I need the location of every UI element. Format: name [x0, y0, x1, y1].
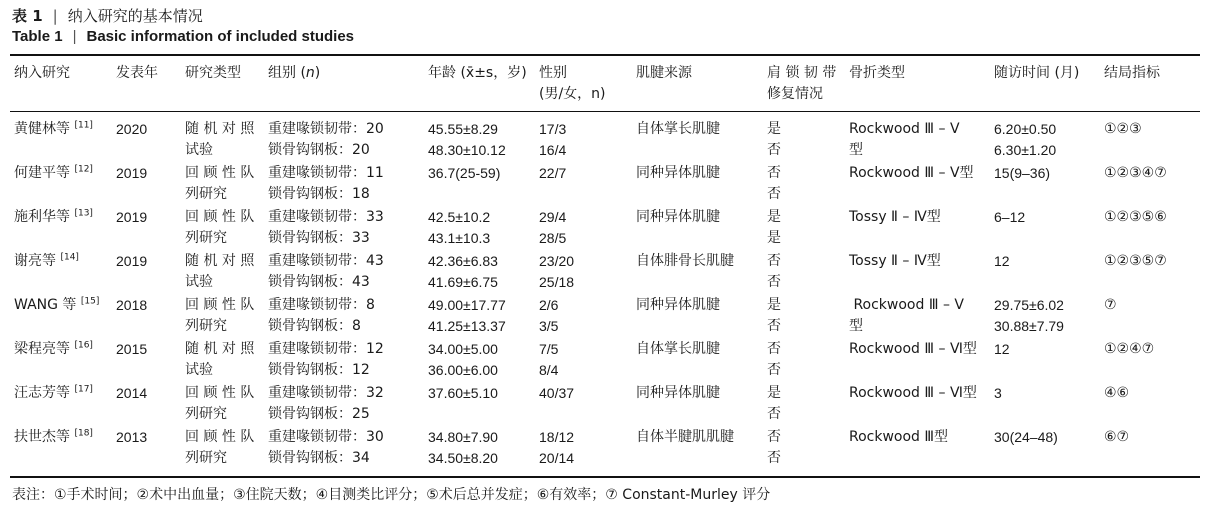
header-year: 发表年 [116, 65, 158, 81]
cell-repair [767, 383, 781, 425]
cell-tendon-line1: 自体掌长肌腱 [636, 121, 720, 137]
cell-age-line1: 45.55±8.29 [428, 121, 498, 137]
cell-outcome-line1: ⑦ [1104, 297, 1117, 313]
cell-age [428, 339, 498, 381]
cell-fu-line2: 6.30±1.20 [994, 142, 1057, 158]
header-sex-line2: (男/女，n) [539, 86, 606, 102]
cell-study [14, 339, 93, 360]
cell-outcome-line1: ④⑥ [1104, 385, 1130, 401]
cell-fracture [849, 251, 941, 272]
study-name-with-ref [14, 383, 93, 404]
cell-year [116, 207, 147, 228]
cell-study-line1: 施利华等 [14, 209, 70, 225]
cell-group-line2: 锁骨钩钢板：8 [268, 318, 361, 334]
cell-sex-line1: 29/4 [539, 209, 567, 225]
cell-outcome-line1: ①②③ [1104, 121, 1142, 137]
cell-tendon [636, 163, 720, 184]
cell-repair-line2: 否 [767, 406, 781, 422]
cell-group-line1: 重建喙锁韧带：33 [268, 209, 384, 225]
cell-age-line1: 37.60±5.10 [428, 385, 498, 401]
cell-tendon-line1: 同种异体肌腱 [636, 209, 720, 225]
study-name-with-ref [14, 427, 93, 448]
table-row [0, 251, 1212, 295]
cell-year [116, 163, 147, 184]
cell-year [116, 427, 147, 448]
header-group: 组别 (n) [268, 65, 321, 81]
cell-study-line1: 黄健林等 [14, 121, 70, 137]
cell-study [14, 251, 79, 272]
cell-group [268, 427, 384, 469]
cell-repair [767, 339, 781, 381]
cell-year [116, 251, 147, 272]
cell-study-line1: 扶世杰等 [14, 429, 70, 445]
cell-repair-line1: 否 [767, 429, 781, 445]
cell-outcome [1104, 163, 1167, 184]
cell-sex-line1: 40/37 [539, 385, 575, 401]
cell-outcome [1104, 251, 1167, 272]
header-tendon: 肌腱来源 [636, 65, 692, 81]
study-name-with-ref [14, 251, 79, 272]
cell-outcome-line1: ⑥⑦ [1104, 429, 1130, 445]
cell-year-line1: 2020 [116, 121, 148, 137]
cell-sex [539, 119, 566, 161]
cell-repair-line2: 否 [767, 142, 781, 158]
cell-fu-line1: 15(9–36) [994, 165, 1051, 181]
cell-repair [767, 207, 781, 249]
reference-superscript: [14] [60, 252, 79, 263]
cell-outcome-line1: ①②③⑤⑥ [1104, 209, 1167, 225]
cell-age-line1: 42.36±6.83 [428, 253, 498, 269]
cell-study [14, 383, 93, 404]
reference-superscript: [15] [80, 296, 100, 307]
cell-fu-line1: 12 [994, 341, 1010, 357]
cell-sex-line2: 16/4 [539, 142, 567, 158]
cell-repair [767, 163, 781, 205]
cell-outcome-line1: ①②③④⑦ [1104, 165, 1167, 181]
cell-sex-line1: 2/6 [539, 297, 559, 313]
header-repair-line2: 修复情况 [767, 86, 823, 102]
cell-repair [767, 295, 781, 337]
cell-age-line1: 42.5±10.2 [428, 209, 491, 225]
cell-outcome [1104, 295, 1117, 316]
study-name-with-ref [14, 163, 93, 184]
cell-type-line2: 试验 [185, 362, 213, 378]
cell-fu-line1: 3 [994, 385, 1002, 401]
header-type: 研究类型 [185, 65, 241, 81]
cell-repair-line1: 是 [767, 209, 781, 225]
header-study: 纳入研究 [14, 65, 70, 81]
cell-fracture-line1: Rockwood Ⅲ型 [849, 429, 949, 445]
cell-fu [994, 207, 1025, 228]
cell-fracture-line1: Rockwood Ⅲ – Ⅴ [849, 297, 964, 313]
cell-sex-line1: 22/7 [539, 165, 567, 181]
cell-fracture-line1: Tossy Ⅱ – Ⅳ型 [849, 209, 941, 225]
cell-type-line1: 回 顾 性 队 [185, 165, 255, 181]
study-name-with-ref [14, 295, 99, 316]
cell-fracture-line1: Rockwood Ⅲ – Ⅵ型 [849, 385, 977, 401]
cell-tendon [636, 427, 734, 448]
cell-fu [994, 339, 1010, 360]
cell-study [14, 163, 93, 184]
cell-sex-line1: 23/20 [539, 253, 575, 269]
table-row [0, 339, 1212, 383]
cell-age [428, 383, 498, 404]
table-row [0, 119, 1212, 163]
cell-year-line1: 2013 [116, 429, 148, 445]
cell-year-line1: 2015 [116, 341, 148, 357]
cell-group [268, 383, 384, 425]
cell-tendon-line1: 自体掌长肌腱 [636, 341, 720, 357]
cell-fracture-line1: Tossy Ⅱ – Ⅳ型 [849, 253, 941, 269]
cell-sex [539, 251, 574, 293]
cell-sex-line1: 7/5 [539, 341, 559, 357]
table-row [0, 295, 1212, 339]
reference-superscript: [12] [74, 164, 93, 175]
cell-type-line1: 随 机 对 照 [185, 121, 255, 137]
cell-repair-line2: 否 [767, 362, 781, 378]
table-row [0, 383, 1212, 427]
header-repair [767, 63, 836, 105]
cell-age [428, 119, 506, 161]
cell-type-line1: 回 顾 性 队 [185, 209, 255, 225]
cell-age-line2: 48.30±10.12 [428, 142, 506, 158]
cell-fu-line1: 6.20±0.50 [994, 121, 1057, 137]
cell-year-line1: 2014 [116, 385, 148, 401]
cell-group [268, 251, 384, 293]
cell-type [185, 295, 254, 337]
cell-group-line1: 重建喙锁韧带：20 [268, 121, 384, 137]
cell-fu-line1: 6–12 [994, 209, 1026, 225]
cell-repair-line2: 否 [767, 318, 781, 334]
cell-sex-line1: 18/12 [539, 429, 575, 445]
header-followup: 随访时间 (月) [994, 65, 1080, 81]
cell-type-line1: 回 顾 性 队 [185, 429, 255, 445]
cell-type-line2: 列研究 [185, 406, 227, 422]
cell-year [116, 119, 147, 140]
cell-tendon [636, 339, 720, 360]
cell-study-line1: 何建平等 [14, 165, 70, 181]
caption-en-title: Basic information of included studies [86, 28, 355, 45]
cell-sex-line2: 8/4 [539, 362, 559, 378]
cell-fu-line1: 30(24–48) [994, 429, 1058, 445]
cell-tendon [636, 295, 720, 316]
cell-repair [767, 427, 781, 469]
header-sex [539, 63, 606, 105]
cell-fracture-line1: Rockwood Ⅲ – Ⅴ [849, 121, 960, 137]
cell-group-line1: 重建喙锁韧带：30 [268, 429, 384, 445]
cell-fu-line1: 12 [994, 253, 1010, 269]
cell-group-line1: 重建喙锁韧带：43 [268, 253, 384, 269]
cell-sex [539, 427, 574, 469]
cell-fu [994, 383, 1002, 404]
cell-type [185, 383, 254, 425]
cell-age-line1: 36.7(25-59) [428, 165, 501, 181]
cell-type-line2: 试验 [185, 142, 213, 158]
cell-age [428, 295, 506, 337]
cell-age-line1: 34.80±7.90 [428, 429, 498, 445]
reference-superscript: [18] [74, 428, 93, 439]
cell-outcome [1104, 383, 1129, 404]
caption-en: Table 1 | Basic information of included studies [12, 28, 355, 45]
cell-tendon-line1: 同种异体肌腱 [636, 165, 720, 181]
cell-study-line1: 汪志芳等 [14, 385, 70, 401]
caption-cn: 表 1 | 纳入研究的基本情况 [12, 7, 203, 25]
cell-fracture [849, 339, 977, 360]
cell-tendon [636, 207, 720, 228]
cell-tendon-line1: 同种异体肌腱 [636, 385, 720, 401]
cell-repair-line1: 是 [767, 297, 781, 313]
cell-sex [539, 163, 566, 184]
cell-type-line2: 列研究 [185, 186, 227, 202]
header-outcome: 结局指标 [1104, 65, 1160, 81]
reference-superscript: [11] [74, 120, 93, 131]
cell-type [185, 119, 254, 161]
cell-study-line1: WANG 等 [14, 297, 77, 313]
cell-fracture [849, 119, 960, 161]
table-bottom-rule [10, 476, 1200, 478]
cell-fracture [849, 207, 941, 228]
table-row [0, 207, 1212, 251]
cell-study [14, 119, 93, 140]
cell-sex-line1: 17/3 [539, 121, 567, 137]
caption-en-label: Table 1 [12, 28, 63, 45]
cell-fracture-line2: 型 [849, 318, 863, 334]
cell-age-line1: 34.00±5.00 [428, 341, 498, 357]
cell-sex-line2: 25/18 [539, 274, 575, 290]
cell-age-line2: 36.00±6.00 [428, 362, 498, 378]
cell-group [268, 339, 384, 381]
cell-fu [994, 119, 1056, 161]
cell-age [428, 207, 490, 249]
cell-age-line2: 41.69±6.75 [428, 274, 498, 290]
cell-repair [767, 119, 781, 161]
cell-fu [994, 295, 1064, 337]
cell-outcome [1104, 339, 1154, 360]
cell-fracture [849, 163, 974, 184]
cell-sex-line2: 3/5 [539, 318, 559, 334]
caption-cn-label: 表 1 [12, 7, 43, 25]
caption-cn-title: 纳入研究的基本情况 [67, 7, 203, 25]
cell-repair-line1: 否 [767, 253, 781, 269]
cell-outcome-line1: ①②④⑦ [1104, 341, 1155, 357]
table-top-rule [10, 54, 1200, 56]
header-repair-line1: 肩 锁 韧 带 [767, 65, 837, 81]
cell-group [268, 207, 384, 249]
cell-fracture-line1: Rockwood Ⅲ – Ⅴ型 [849, 165, 974, 181]
reference-superscript: [13] [74, 208, 93, 219]
cell-repair-line2: 是 [767, 230, 781, 246]
cell-group-line2: 锁骨钩钢板：18 [268, 186, 370, 202]
cell-tendon [636, 119, 720, 140]
cell-fu-line1: 29.75±6.02 [994, 297, 1064, 313]
cell-group [268, 163, 384, 205]
cell-type-line1: 随 机 对 照 [185, 253, 255, 269]
cell-fu [994, 427, 1058, 448]
cell-repair-line2: 否 [767, 274, 781, 290]
cell-outcome-line1: ①②③⑤⑦ [1104, 253, 1167, 269]
cell-type-line2: 试验 [185, 274, 213, 290]
table-row [0, 163, 1212, 207]
cell-age-line2: 34.50±8.20 [428, 450, 498, 466]
cell-fracture [849, 427, 948, 448]
cell-year [116, 295, 147, 316]
cell-year-line1: 2019 [116, 165, 148, 181]
cell-outcome [1104, 119, 1142, 140]
cell-year-line1: 2018 [116, 297, 148, 313]
cell-group-line2: 锁骨钩钢板：25 [268, 406, 370, 422]
cell-tendon [636, 251, 734, 272]
cell-group-line2: 锁骨钩钢板：33 [268, 230, 370, 246]
cell-study [14, 427, 93, 448]
study-name-with-ref [14, 207, 93, 228]
study-name-with-ref [14, 119, 93, 140]
cell-repair-line2: 否 [767, 450, 781, 466]
header-sex-line1: 性别 [539, 65, 567, 81]
cell-group-line2: 锁骨钩钢板：20 [268, 142, 370, 158]
cell-repair-line1: 否 [767, 165, 781, 181]
cell-outcome [1104, 427, 1129, 448]
table-header-rule [10, 111, 1200, 112]
cell-repair-line1: 否 [767, 341, 781, 357]
header-age: 年龄 (x̄±s，岁) [428, 65, 527, 81]
cell-group-line1: 重建喙锁韧带：12 [268, 341, 384, 357]
table-footnote: 表注：①手术时间；②术中出血量；③住院天数；④目测类比评分；⑤术后总并发症；⑥有效率；⑦ Constant-Murley 评分 [12, 487, 771, 503]
cell-age-line2: 43.1±10.3 [428, 230, 491, 246]
reference-superscript: [17] [74, 384, 93, 395]
cell-study-line1: 梁程亮等 [14, 341, 70, 357]
cell-age [428, 251, 498, 293]
header-fracture: 骨折类型 [849, 65, 905, 81]
cell-age [428, 163, 500, 184]
cell-sex-line2: 28/5 [539, 230, 567, 246]
cell-tendon-line1: 自体半腱肌肌腱 [636, 429, 734, 445]
cell-fracture-line1: Rockwood Ⅲ – Ⅵ型 [849, 341, 977, 357]
cell-group-line2: 锁骨钩钢板：12 [268, 362, 370, 378]
cell-fu [994, 163, 1050, 184]
cell-sex [539, 295, 558, 337]
cell-group-line2: 锁骨钩钢板：34 [268, 450, 370, 466]
cell-type-line2: 列研究 [185, 450, 227, 466]
reference-superscript: [16] [74, 340, 93, 351]
cell-fracture [849, 295, 964, 337]
cell-group [268, 119, 384, 161]
cell-group [268, 295, 375, 337]
table-row [0, 427, 1212, 471]
cell-repair-line1: 是 [767, 385, 781, 401]
cell-study-line1: 谢亮等 [14, 253, 56, 269]
cell-tendon [636, 383, 720, 404]
cell-type-line1: 回 顾 性 队 [185, 297, 255, 313]
cell-type [185, 163, 254, 205]
cell-type [185, 339, 254, 381]
cell-type-line1: 随 机 对 照 [185, 341, 255, 357]
cell-age-line1: 49.00±17.77 [428, 297, 506, 313]
cell-study [14, 207, 93, 228]
cell-sex-line2: 20/14 [539, 450, 575, 466]
cell-tendon-line1: 自体腓骨长肌腱 [636, 253, 734, 269]
cell-fu [994, 251, 1010, 272]
cell-repair-line2: 否 [767, 186, 781, 202]
cell-age [428, 427, 498, 469]
cell-sex [539, 207, 566, 249]
cell-type-line1: 回 顾 性 队 [185, 385, 255, 401]
cell-sex [539, 339, 558, 381]
cell-age-line2: 41.25±13.37 [428, 318, 506, 334]
cell-group-line1: 重建喙锁韧带：32 [268, 385, 384, 401]
cell-sex [539, 383, 574, 404]
cell-fu-line2: 30.88±7.79 [994, 318, 1064, 334]
study-name-with-ref [14, 339, 93, 360]
cell-type-line2: 列研究 [185, 230, 227, 246]
cell-group-line1: 重建喙锁韧带：11 [268, 165, 384, 181]
cell-fracture [849, 383, 977, 404]
cell-study [14, 295, 99, 316]
cell-fracture-line2: 型 [849, 142, 863, 158]
cell-repair [767, 251, 781, 293]
cell-type-line2: 列研究 [185, 318, 227, 334]
cell-tendon-line1: 同种异体肌腱 [636, 297, 720, 313]
cell-type [185, 251, 254, 293]
cell-outcome [1104, 207, 1167, 228]
cell-group-line2: 锁骨钩钢板：43 [268, 274, 370, 290]
cell-year-line1: 2019 [116, 253, 148, 269]
cell-year [116, 339, 147, 360]
cell-type [185, 207, 254, 249]
cell-type [185, 427, 254, 469]
cell-year-line1: 2019 [116, 209, 148, 225]
cell-year [116, 383, 147, 404]
cell-group-line1: 重建喙锁韧带：8 [268, 297, 375, 313]
cell-repair-line1: 是 [767, 121, 781, 137]
